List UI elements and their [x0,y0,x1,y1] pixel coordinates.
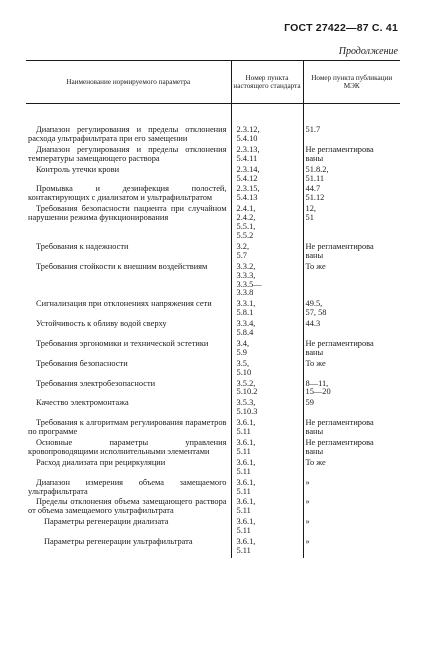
standard-clause: 5.4.11 [236,153,258,163]
parameter-name: Требования безопасности пациента при случайном нарушении режима функционирования [28,204,227,223]
standard-clause-cell [231,518,303,538]
table-row [26,185,400,205]
standard-clause-cell [231,340,303,360]
iec-clause: ваны [305,347,324,357]
parameter-name: Диапазон измерения объема замещаемого ультрафильтрата [28,477,227,496]
standard-clause: 5.8.1 [236,308,254,318]
standard-clause: 5.5.2 [236,230,254,240]
table-header-row [26,61,400,104]
iec-clause-cell [303,320,400,340]
standard-clause-cell [231,166,303,186]
table-row [26,419,400,439]
table-body [26,104,400,558]
standard-clause: 3.5.3, [236,398,256,408]
page-header: ГОСТ 27422—87 С. 41 [284,22,398,34]
iec-clause: 44.3 [305,319,321,329]
standard-clause-cell [231,320,303,340]
parameter-name: Сигнализация при отклонениях напряжения сети [36,299,212,309]
iec-clause: 51.11 [305,173,325,183]
parameter-name: Требования безопасности [36,358,128,368]
parameter-name: Контроль утечки крови [36,164,120,174]
standard-clause: 5.4.10 [236,133,258,143]
table-row [26,498,400,518]
iec-clause: 51.7 [305,125,321,134]
table-row [26,538,400,558]
standard-clause: 5.11 [236,506,251,516]
iec-clause: Не регламентирова [305,438,374,447]
iec-clause-cell [303,205,400,243]
parameter-name: Требования стойкости к внешним воздействиям [36,261,208,271]
iec-clause: ваны [305,250,324,260]
parameter-name: Основные параметры управления кровопроводящими исполнительными элементами [28,438,227,456]
standard-clause-cell [231,185,303,205]
standard-clause: 3.5.2, [236,378,256,388]
iec-clause: 51.12 [305,193,325,203]
standard-clause: 5.4.12 [236,173,258,183]
iec-clause: 8—11, [305,378,329,388]
standard-clause: 3.3.1, [236,299,256,309]
standard-clause-cell [231,459,303,479]
iec-clause: 44.7 [305,184,321,194]
parameter-name: Параметры регенерации ультрафильтрата [44,537,193,547]
standard-clause-cell [231,263,303,301]
parameter-name: Пределы отклонения объема замещающего раствора от объема замещаемого ультрафильтрата [28,497,227,516]
table-row [26,205,400,243]
parameter-name: Устойчивость к обливу водой сверху [36,319,167,329]
standard-clause: 2.3.15, [236,184,260,194]
continuation-label: Продолжение [338,46,398,57]
standard-clause-cell [231,380,303,400]
standard-clause-cell [231,419,303,439]
iec-clause: То же [305,358,326,368]
standard-clause: 3.3.8 [236,288,254,298]
standard-clause-cell [231,498,303,518]
parameter-name: Расход диализата при рециркуляции [36,457,166,467]
iec-clause-cell [303,459,400,479]
parameter-name: Промывка и дезинфекция полостей, контактирующих с диализатом и ультрафильтратом [28,184,227,203]
iec-clause-cell [303,263,400,301]
standard-clause: 2.3.12, [236,125,260,134]
standard-clause: 2.4.2, [236,213,256,223]
standard-clause: 3.6.1, [236,457,256,467]
iec-clause-cell [303,419,400,439]
table-row [26,243,400,263]
column-header-iec: Номер пункта публикации МЭК [303,61,400,104]
standard-clause: 3.6.1, [236,537,256,547]
iec-clause: ваны [305,427,324,437]
standard-clause: 5.10 [236,367,252,377]
standard-clause: 3.4, [236,338,250,348]
iec-clause-cell [303,518,400,538]
standard-clause: 2.3.14, [236,164,260,174]
iec-clause: 49.5, [305,299,323,309]
table-row [26,300,400,320]
iec-clause-cell [303,243,400,263]
standard-clause: 3.6.1, [236,438,256,447]
column-header-standard: Номер пункта настоящего стандарта [231,61,303,104]
iec-clause-cell [303,104,400,146]
standard-clause: 3.6.1, [236,517,256,527]
iec-clause: ваны [305,446,324,456]
iec-clause: Не регламентирова [305,418,374,428]
standard-clause: 5.11 [236,427,251,437]
iec-clause-cell [303,399,400,419]
iec-clause-cell [303,185,400,205]
standard-clause: 5.10.2 [236,387,258,397]
standard-clause-cell [231,538,303,558]
table-row [26,479,400,499]
standard-clause: 5.11 [236,526,251,536]
standard-clause: 5.11 [236,446,251,456]
standard-clause: 5.7 [236,250,247,260]
table-row [26,399,400,419]
standard-clause: 5.5.1, [236,222,256,232]
table-row [26,380,400,400]
standard-clause: 3.3.5— [236,279,262,289]
standard-clause: 5.11 [236,466,251,476]
iec-clause-cell [303,380,400,400]
iec-clause: » [305,497,310,507]
table-row [26,166,400,186]
standard-clause: 3.3.3, [236,270,256,280]
table-row [26,146,400,166]
table-row [26,518,400,538]
standard-clause-cell [231,360,303,380]
iec-clause: ваны [305,153,324,163]
parameter-name: Требования к надежности [36,241,129,251]
iec-clause: » [305,537,310,547]
parameters-table [26,60,400,558]
iec-clause-cell [303,340,400,360]
iec-clause: 15—20 [305,387,331,397]
iec-clause-cell [303,538,400,558]
standard-clause: 5.10.3 [236,407,258,417]
standard-clause: 3.6.1, [236,418,256,428]
iec-clause: Не регламентирова [305,241,374,251]
standard-clause-cell [231,104,303,146]
standard-clause: 5.4.13 [236,193,258,203]
parameter-name: Требования к алгоритмам регулирования параметров по программе [28,418,227,437]
iec-clause: » [305,477,310,487]
iec-clause: То же [305,457,326,467]
standard-clause: 3.3.4, [236,319,256,329]
standard-clause: 3.6.1, [236,497,256,507]
standard-clause: 5.11 [236,486,251,496]
table-row [26,104,400,146]
parameter-name: Требования эргономики и технической эстетики [36,338,209,348]
parameter-name: Диапазон регулирования и пределы отклонения температуры замещающего раствора [28,144,227,163]
standard-clause-cell [231,300,303,320]
iec-clause: Не регламентирова [305,338,374,348]
iec-clause: 57, 58 [305,308,327,318]
column-header-parameter: Наименование нормируемого параметра [26,61,231,104]
iec-clause-cell [303,439,400,459]
parameter-name: Качество электромонтажа [36,398,129,408]
standard-clause: 5.8.4 [236,328,254,338]
table-row [26,360,400,380]
standard-clause-cell [231,479,303,499]
iec-clause-cell [303,479,400,499]
iec-clause: 51.8.2, [305,164,329,174]
iec-clause-cell [303,166,400,186]
iec-clause: 12, [305,204,316,214]
iec-clause-cell [303,498,400,518]
standard-clause-cell [231,205,303,243]
table-row [26,439,400,459]
iec-clause: 51 [305,213,314,223]
table-row [26,340,400,360]
iec-clause: 59 [305,398,314,408]
standard-clause-cell [231,146,303,166]
standard-clause: 3.5, [236,358,250,368]
iec-clause-cell [303,146,400,166]
standard-clause: 5.11 [236,545,251,555]
parameter-name: Требования электробезопасности [36,378,156,388]
iec-clause: То же [305,261,326,271]
standard-clause-cell [231,399,303,419]
table-row [26,320,400,340]
table-row [26,459,400,479]
parameter-name: Диапазон регулирования и пределы отклонения расхода ультрафильтрата при его замещении [28,125,227,143]
standard-clause: 5.9 [236,347,247,357]
parameter-name: Параметры регенерации диализата [44,517,169,527]
standard-clause: 3.3.2, [236,261,256,271]
standard-clause: 3.2, [236,241,250,251]
iec-clause-cell [303,360,400,380]
iec-clause: Не регламентирова [305,144,374,154]
standard-clause: 3.6.1, [236,477,256,487]
iec-clause: » [305,517,310,527]
iec-clause-cell [303,300,400,320]
table-row [26,263,400,301]
standard-clause: 2.4.1, [236,204,256,214]
standard-clause-cell [231,439,303,459]
standard-clause-cell [231,243,303,263]
standard-clause: 2.3.13, [236,144,260,154]
